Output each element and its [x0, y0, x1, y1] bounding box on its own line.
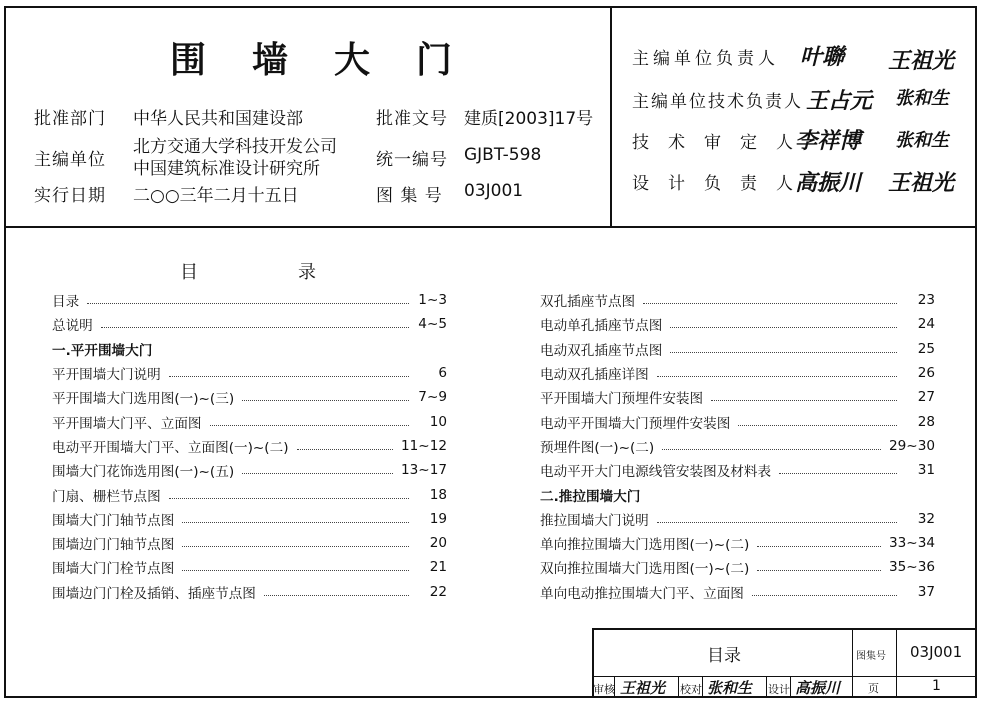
toc-item-title: 总说明	[52, 318, 93, 335]
toc-item	[540, 288, 935, 312]
toc-item	[540, 312, 935, 336]
page-title: 围墙大门	[170, 39, 499, 81]
toc-item-page: 25	[917, 340, 935, 357]
toc-leader-dots	[670, 326, 897, 328]
toc-right-column	[540, 288, 935, 604]
signature-tech-review-2: 张和生	[895, 130, 949, 151]
toc-leader-dots	[670, 351, 897, 353]
toc-item	[52, 361, 447, 385]
sign-role-chief-unit: 主编单位负责人	[632, 49, 779, 69]
toc-item	[52, 288, 447, 312]
toc-item-page: 32	[917, 510, 935, 527]
tb-check-signature: 张和生	[707, 679, 753, 697]
toc-item-page: 35~36	[889, 559, 935, 576]
toc-leader-dots	[643, 302, 897, 304]
toc-item-title: 目录	[52, 294, 80, 311]
toc-leader-dots	[210, 424, 409, 426]
tb-col-line	[766, 676, 767, 698]
toc-item-title: 平开围墙大门平、立面图	[52, 415, 202, 432]
toc-item	[52, 531, 447, 555]
toc-item-page: 18	[429, 486, 447, 503]
toc-item-page: 31	[917, 462, 935, 479]
toc-item	[540, 531, 935, 555]
toc-item-page: 33~34	[889, 535, 935, 552]
toc-leader-dots	[779, 472, 897, 474]
sign-role-design-chief: 设计负责人	[632, 174, 812, 194]
toc-item-page: 6	[438, 365, 447, 382]
toc-item	[52, 337, 447, 361]
signature-design-chief-1: 高振川	[795, 170, 862, 196]
sign-role-tech-review: 技术审定人	[632, 133, 812, 153]
effective-label: 实行日期	[34, 186, 106, 206]
toc-item	[540, 337, 935, 361]
toc-item-page: 7~9	[418, 389, 447, 406]
unified-no-label: 统一编号	[376, 150, 448, 170]
atlas-no-label: 图 集 号	[376, 186, 443, 206]
toc-leader-dots	[242, 399, 409, 401]
toc-item-title: 二.推拉围墙大门	[540, 488, 641, 505]
toc-item-title: 单向电动推拉围墙大门平、立面图	[540, 585, 744, 602]
toc-item	[540, 434, 935, 458]
toc-leader-dots	[182, 545, 409, 547]
editor-unit-2: 中国建筑标准设计研究所	[133, 159, 320, 179]
toc-item	[540, 482, 935, 506]
signature-tech-review-1: 李祥博	[795, 128, 862, 154]
editor-unit-1: 北方交通大学科技开发公司	[133, 137, 337, 157]
unified-no: GJBT-598	[464, 145, 542, 165]
toc-leader-dots	[752, 594, 897, 596]
toc-item-title: 双孔插座节点图	[540, 294, 636, 311]
approval-doc-label: 批准文号	[376, 109, 448, 129]
toc-item-title: 电动双孔插座节点图	[540, 342, 663, 359]
toc-item-page: 10	[429, 413, 447, 430]
signature-tech-chief-2: 张和生	[895, 88, 949, 109]
approval-dept: 中华人民共和国建设部	[133, 109, 303, 129]
toc-item	[540, 555, 935, 579]
toc-leader-dots	[657, 375, 897, 377]
toc-item-page: 37	[917, 583, 935, 600]
toc-item-title: 门扇、栅栏节点图	[52, 488, 161, 505]
toc-item-page: 11~12	[401, 437, 447, 454]
tb-atlas-label: 图集号	[856, 651, 886, 662]
toc-leader-dots	[169, 497, 409, 499]
tb-col-line	[678, 676, 679, 698]
toc-item-page: 23	[917, 292, 935, 309]
toc-item-title: 预埋件图(一)~(二)	[540, 439, 655, 456]
toc-item-title: 围墙大门花饰选用图(一)~(五)	[52, 464, 235, 481]
toc-item-title: 平开围墙大门选用图(一)~(三)	[52, 391, 235, 408]
signature-tech-chief-1: 王占元	[806, 88, 873, 114]
toc-item-title: 电动单孔插座节点图	[540, 318, 663, 335]
header-divider	[610, 6, 612, 228]
effective-date: 二○○三年二月十五日	[133, 186, 299, 206]
toc-item	[540, 385, 935, 409]
tb-review-label: 审核	[593, 683, 615, 696]
toc-leader-dots	[242, 472, 393, 474]
toc-item-title: 围墙大门门轴节点图	[52, 512, 175, 529]
toc-leader-dots	[297, 448, 393, 450]
toc-item-title: 平开围墙大门说明	[52, 367, 161, 384]
toc-leader-dots	[87, 302, 409, 304]
tb-col-line	[852, 628, 853, 698]
toc-item-title: 一.平开围墙大门	[52, 342, 153, 359]
toc-item-page: 29~30	[889, 437, 935, 454]
tb-page-label: 页	[868, 682, 879, 695]
tb-design-label: 设计	[768, 683, 790, 696]
toc-leader-dots	[711, 399, 897, 401]
toc-item	[52, 458, 447, 482]
toc-item-title: 电动平开围墙大门平、立面图(一)~(二)	[52, 439, 289, 456]
toc-item	[540, 458, 935, 482]
tb-page-no: 1	[932, 678, 941, 694]
toc-item-title: 单向推拉围墙大门选用图(一)~(二)	[540, 537, 750, 554]
toc-leader-dots	[662, 448, 881, 450]
toc-item	[52, 385, 447, 409]
toc-leader-dots	[657, 521, 897, 523]
toc-item-page: 20	[429, 535, 447, 552]
toc-item-title: 围墙大门门栓节点图	[52, 561, 175, 578]
tb-atlas-no: 03J001	[910, 643, 963, 661]
toc-item-page: 26	[917, 365, 935, 382]
toc-leader-dots	[264, 594, 409, 596]
toc-item-page: 21	[429, 559, 447, 576]
toc-item-title: 电动平开围墙大门预埋件安装图	[540, 415, 731, 432]
toc-leader-dots	[101, 326, 409, 328]
toc-item	[52, 482, 447, 506]
toc-item-title: 推拉围墙大门说明	[540, 512, 649, 529]
toc-leader-dots	[182, 521, 409, 523]
signature-chief-unit-2: 王祖光	[888, 48, 955, 74]
sign-role-tech-chief: 主编单位技术负责人	[632, 92, 803, 112]
toc-item-title: 电动双孔插座详图	[540, 367, 649, 384]
toc-item	[52, 580, 447, 604]
toc-item-title: 电动平开大门电源线管安装图及材料表	[540, 464, 772, 481]
toc-leader-dots	[169, 375, 409, 377]
toc-item	[52, 507, 447, 531]
toc-leader-dots	[182, 569, 409, 571]
toc-item-title: 双向推拉围墙大门选用图(一)~(二)	[540, 561, 750, 578]
tb-sheet-title: 目录	[707, 646, 741, 666]
toc-item	[540, 409, 935, 433]
toc-title: 目录	[180, 262, 416, 283]
toc-item	[52, 434, 447, 458]
signature-chief-unit-1: 叶聯	[800, 44, 845, 70]
tb-check-label: 校对	[680, 683, 702, 696]
toc-leader-dots	[738, 424, 897, 426]
approval-dept-label: 批准部门	[34, 109, 106, 129]
toc-item	[540, 507, 935, 531]
atlas-no: 03J001	[464, 181, 524, 201]
tb-col-line	[896, 628, 897, 698]
toc-leader-dots	[757, 545, 881, 547]
toc-item-page: 27	[917, 389, 935, 406]
toc-item-page: 22	[429, 583, 447, 600]
tb-col-line	[702, 676, 703, 698]
toc-item-page: 13~17	[401, 462, 447, 479]
toc-item-page: 4~5	[418, 316, 447, 333]
tb-review-signature: 王祖光	[620, 679, 666, 697]
toc-item-page: 24	[917, 316, 935, 333]
signature-design-chief-2: 王祖光	[888, 170, 955, 196]
toc-item	[540, 361, 935, 385]
toc-item-page: 28	[917, 413, 935, 430]
toc-item-title: 围墙边门门轴节点图	[52, 537, 175, 554]
approval-doc: 建质[2003]17号	[464, 109, 594, 129]
toc-item-page: 19	[429, 510, 447, 527]
toc-item-title: 围墙边门门栓及插销、插座节点图	[52, 585, 256, 602]
toc-left-column	[52, 288, 447, 604]
tb-design-signature: 高振川	[795, 679, 841, 697]
editor-unit-label: 主编单位	[34, 150, 106, 170]
toc-item-page: 1~3	[418, 292, 447, 309]
toc-item	[540, 580, 935, 604]
tb-col-line	[790, 676, 791, 698]
toc-item	[52, 409, 447, 433]
toc-leader-dots	[757, 569, 881, 571]
toc-item	[52, 555, 447, 579]
toc-item	[52, 312, 447, 336]
toc-item-title: 平开围墙大门预埋件安装图	[540, 391, 704, 408]
